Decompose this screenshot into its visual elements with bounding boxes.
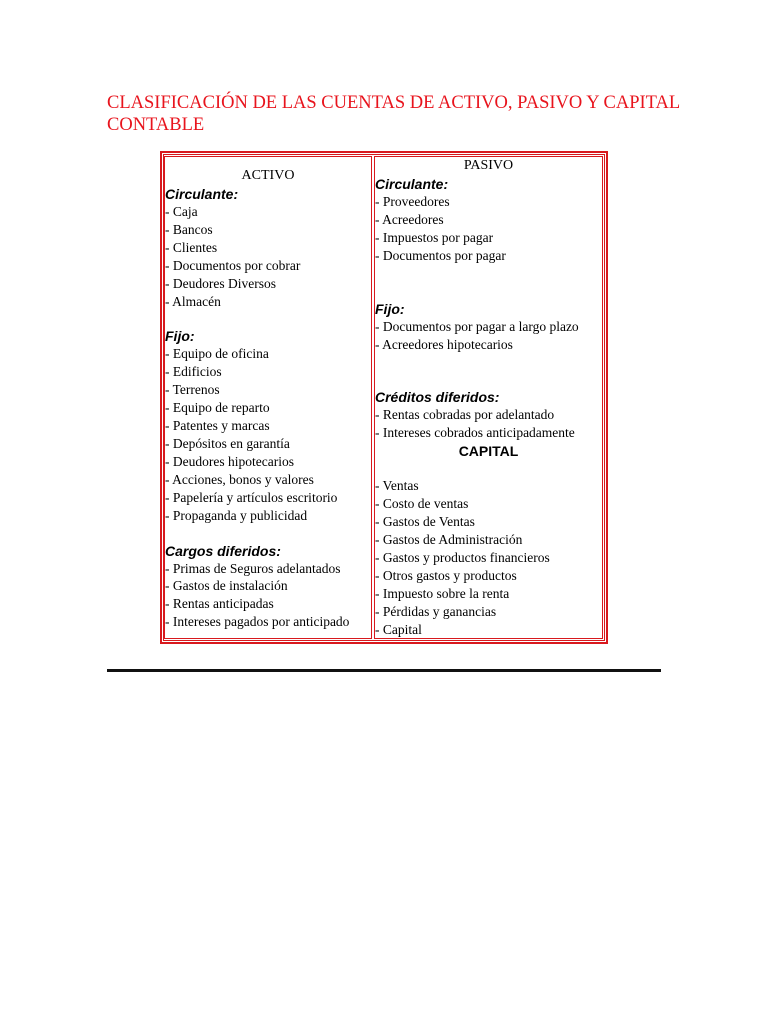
list-item: - Impuesto sobre la renta <box>375 585 510 601</box>
page-title <box>107 92 687 136</box>
list-item: - Almacén <box>165 293 221 309</box>
list-item: - Gastos de Ventas <box>375 514 475 530</box>
list-item: - Intereses cobrados anticipadamente <box>375 425 575 441</box>
list-item: - Rentas anticipadas <box>165 596 274 612</box>
list-item: - Depósitos en garantía <box>165 435 290 451</box>
capital-list <box>375 477 602 638</box>
pasivo-fijo-list <box>375 318 602 354</box>
list-item: - Documentos por pagar a largo plazo <box>375 318 579 334</box>
pasivo-header: PASIVO <box>463 158 514 173</box>
list-item: - Otros gastos y productos <box>375 567 517 583</box>
pasivo-fijo-label: Fijo: <box>375 300 405 317</box>
list-item: - Acciones, bonos y valores <box>165 471 314 487</box>
list-item: - Patentes y marcas <box>165 418 270 434</box>
list-item: - Bancos <box>165 221 213 237</box>
list-item: - Acreedores hipotecarios <box>375 336 513 352</box>
pasivo-diferidos-label: Créditos diferidos: <box>375 389 500 406</box>
list-item: - Pérdidas y ganancias <box>375 603 497 619</box>
list-item: - Costo de ventas <box>375 496 469 512</box>
list-item: - Gastos de Administración <box>375 531 523 547</box>
activo-fijo-list <box>165 345 371 524</box>
list-item: - Clientes <box>165 239 218 255</box>
activo-circulante-list <box>165 203 371 310</box>
list-item: - Documentos por cobrar <box>165 257 301 273</box>
list-item: - Acreedores <box>375 211 444 227</box>
list-item: - Gastos y productos financieros <box>375 549 550 565</box>
title-line-2: CONTABLE <box>107 115 205 135</box>
list-item: - Ventas <box>375 478 419 494</box>
pasivo-column <box>374 156 603 639</box>
activo-header: ACTIVO <box>241 168 295 183</box>
activo-column <box>164 156 372 639</box>
pasivo-circulante-label: Circulante: <box>375 176 449 192</box>
activo-fijo-label: Fijo: <box>165 328 195 345</box>
list-item: - Propaganda y publicidad <box>165 507 308 523</box>
list-item: - Capital <box>375 621 422 637</box>
list-item: - Caja <box>165 204 198 219</box>
list-item: - Rentas cobradas por adelantado <box>375 407 555 423</box>
pasivo-circulante-list <box>375 193 602 265</box>
list-item: - Deudores hipotecarios <box>165 453 294 469</box>
list-item: - Equipo de reparto <box>165 400 270 416</box>
list-item: - Intereses pagados por anticipado <box>165 614 350 630</box>
list-item: - Primas de Seguros adelantados <box>165 560 341 576</box>
list-item: - Papelería y artículos escritorio <box>165 489 338 505</box>
horizontal-rule <box>107 669 661 672</box>
list-item: - Deudores Diversos <box>165 275 276 291</box>
accounts-table <box>160 151 608 644</box>
activo-diferidos-list <box>165 560 371 632</box>
list-item: - Terrenos <box>165 382 220 398</box>
list-item: - Proveedores <box>375 194 450 209</box>
activo-circulante-label: Circulante: <box>165 186 239 202</box>
pasivo-diferidos-list <box>375 406 602 442</box>
list-item: - Edificios <box>165 364 222 380</box>
capital-header: CAPITAL <box>458 443 519 460</box>
list-item: - Documentos por pagar <box>375 247 506 263</box>
activo-diferidos-label: Cargos diferidos: <box>165 542 281 559</box>
list-item: - Gastos de instalación <box>165 578 288 594</box>
list-item: - Equipo de oficina <box>165 346 269 362</box>
title-line-1: CLASIFICACIÓN DE LAS CUENTAS DE ACTIVO, PASIVO Y CAPITAL <box>107 93 681 113</box>
list-item: - Impuestos por pagar <box>375 229 494 245</box>
